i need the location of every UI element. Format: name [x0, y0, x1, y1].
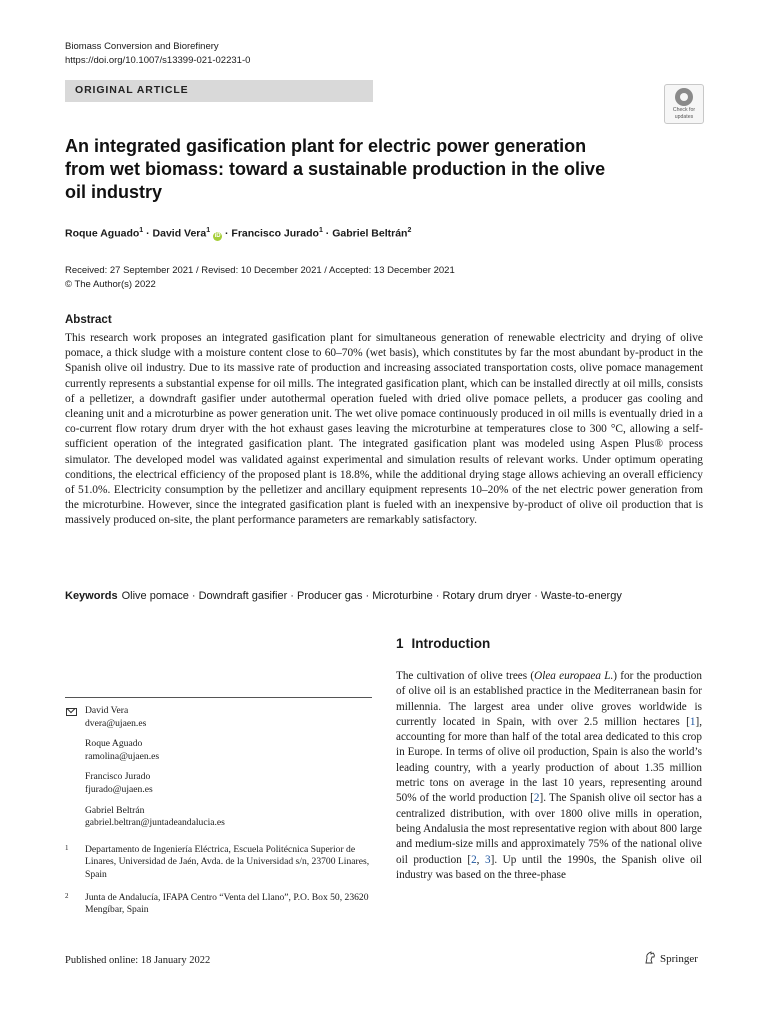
- section-title: Introduction: [411, 636, 491, 651]
- publisher-name: Springer: [660, 953, 698, 965]
- contact-name: Roque Aguado: [85, 738, 143, 750]
- check-updates-line1: Check for: [672, 107, 696, 113]
- affiliation-text: Junta de Andalucía, IFAPA Centro “Venta del Llano”, P.O. Box 50, 23620 Mengíbar, Spain: [85, 891, 369, 916]
- contact-email[interactable]: dvera@ujaen.es: [85, 717, 147, 729]
- author-affiliation-mark: 1: [318, 227, 323, 234]
- affiliation-number: 2: [65, 891, 69, 900]
- citation-separator: ,: [476, 853, 485, 866]
- author-separator: ·: [222, 227, 232, 240]
- author-affiliation-mark: 1: [206, 227, 211, 234]
- publisher-logo: [644, 951, 698, 965]
- keywords-heading: Keywords: [65, 590, 118, 602]
- orcid-icon[interactable]: iD: [214, 232, 221, 239]
- contact-email[interactable]: fjurado@ujaen.es: [85, 783, 153, 795]
- section-number: 1: [396, 636, 404, 651]
- contact-name: David Vera: [85, 705, 129, 716]
- article-type-banner: [65, 80, 373, 102]
- species-name: Olea europaea L.: [534, 670, 614, 682]
- author-name[interactable]: Roque Aguado: [65, 227, 140, 240]
- author-contact: [85, 805, 372, 830]
- citation-link[interactable]: 3: [485, 853, 491, 866]
- affiliation: [65, 892, 372, 917]
- intro-text: The cultivation of olive trees (: [396, 670, 535, 682]
- citation-link[interactable]: 2: [533, 792, 540, 805]
- author-separator: ·: [322, 227, 333, 240]
- section-heading-introduction: [396, 636, 490, 651]
- author-name[interactable]: Francisco Jurado: [231, 227, 319, 240]
- springer-horse-icon: [644, 951, 656, 964]
- article-type: ORIGINAL ARTICLE: [75, 84, 189, 96]
- affiliation-text: Departamento de Ingeniería Eléctrica, Escuela Politécnica Superior de Linares, Universidad de Jaén, Avda. de la Universidad s/n, 23700 Linares, Spain: [85, 843, 370, 880]
- abstract-text: This research work proposes an integrated gasification plant for simultaneous generation of renewable electricity and drying of olive pomace, a thick sludge with a moisture content close to 60–70% (wet basis), which constitutes by far the most abundant by-product in the Spanish olive oil industry. Due to its massive rate of production and increasing associated transportation costs, olive pomace management currently represents a substantial expense for oil mills. The integrated gasification plant, which can be installed directly at oil mills, consists of a pelletizer, a downdraft gasifier under autothermal operation fueled with dried olive pomace pellets, a producer gas cooling and cleaning unit and a microturbine as power generation unit. The wet olive pomace continuously produced in oil mills is eventually dried in a co-current flow rotary drum dryer with the hot exhaust gases leaving the microturbine at temperatures close to 300 °C, allowing a self-sufficient operation of the integrated gasification plant. The integrated gasification plant was modeled using Aspen Plus® process simulator. The developed model was validated against experimental and simulation results of relevant works. Under optimum operating conditions, the electrical efficiency of the proposed plant is 18.8%, while the additional drying stage allows achieving an overall efficiency of 51.0%. Electricity consumption by the pelletizer and ancillary equipment represents 10–20% of the net electric power generation from the microturbine. However, since the integrated gasification plant is fueled with an inexpensive by-product of olive oil production that is massively produced on-site, the plant performance parameters are remarkably satisfactory.: [65, 332, 703, 527]
- author-separator: ·: [143, 227, 153, 240]
- paper-title: An integrated gasification plant for electric power generation from wet biomass: toward a sustainable production in the olive oil industry: [65, 136, 606, 202]
- citation-link[interactable]: 2: [471, 853, 477, 866]
- check-for-updates-badge[interactable]: [664, 84, 704, 124]
- footnote-divider: [65, 697, 372, 698]
- doi-link[interactable]: https://doi.org/10.1007/s13399-021-02231-0: [65, 55, 251, 66]
- published-date: Published online: 18 January 2022: [65, 955, 211, 966]
- author-contact: [85, 771, 372, 796]
- author-affiliation-mark: 1: [139, 227, 144, 234]
- intro-text: ]. Up until the 1990s, the Spanish olive oil industry was based on the three-phase: [396, 853, 702, 881]
- author-list: [65, 227, 411, 241]
- contact-email[interactable]: ramolina@ujaen.es: [85, 750, 160, 762]
- journal-header: [65, 40, 250, 68]
- journal-name: Biomass Conversion and Biorefinery: [65, 41, 219, 52]
- author-contact: [85, 738, 372, 763]
- contact-email[interactable]: gabriel.beltran@juntadeandalucia.es: [85, 817, 225, 829]
- article-history: [65, 264, 455, 292]
- check-updates-line2: updates: [674, 114, 694, 120]
- author-affiliation-mark: 2: [407, 227, 412, 234]
- intro-text: ]. The Spanish olive oil sector has a centralized distribution, with over 1800 olive mills in operation, being Andalusia the most representative region with about 800 large and medium-size mills and approximately 75% of the national olive oil production [: [396, 792, 702, 866]
- keywords: [65, 590, 725, 602]
- author-name[interactable]: Gabriel Beltrán: [332, 227, 408, 240]
- contact-name: Gabriel Beltrán: [85, 804, 145, 816]
- abstract-heading: Abstract: [65, 314, 112, 326]
- crossmark-icon: [675, 88, 693, 106]
- intro-text: ) for the production of olive oil is an established practice in the Mediterranean basin for millennia. The largest area under olive groves worldwide is currently located in Spain, with over 2.5 million hectares [: [396, 670, 702, 728]
- footnotes: [65, 705, 372, 917]
- copyright: © The Author(s) 2022: [65, 279, 156, 290]
- intro-text: ], accounting for more than half of the total area dedicated to this crop in Europe. In terms of olive oil production, Spain is also the world’s leading country, with a yearly production of about 1.35 million metric tons on average in the last 10 years, representing around 50% of the world production [: [396, 715, 702, 805]
- contact-name: Francisco Jurado: [85, 771, 151, 783]
- envelope-icon: [66, 708, 77, 716]
- author-name[interactable]: David Vera: [152, 227, 207, 240]
- affiliation-number: 1: [65, 843, 69, 852]
- affiliation: [65, 844, 372, 882]
- citation-link[interactable]: 1: [689, 715, 696, 728]
- corresponding-author: [85, 705, 372, 730]
- keywords-list: Olive pomace · Downdraft gasifier · Producer gas · Microturbine · Rotary drum dryer · Waste-to-energy: [121, 590, 622, 602]
- history-dates: Received: 27 September 2021 / Revised: 10 December 2021 / Accepted: 13 December 2021: [65, 265, 455, 276]
- introduction-paragraph: [396, 669, 702, 883]
